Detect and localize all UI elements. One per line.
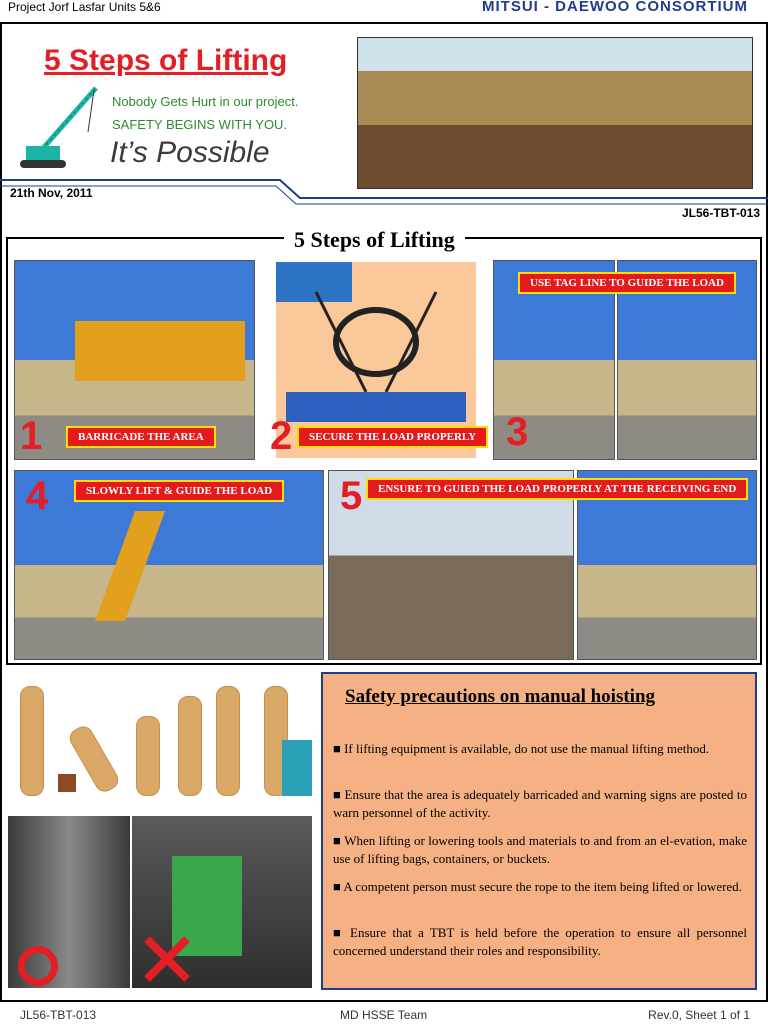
site-photo: [357, 37, 753, 189]
project-name: Project Jorf Lasfar Units 5&6: [8, 0, 161, 14]
precaution-item-1: ■ If lifting equipment is available, do not use the manual lifting method.: [333, 741, 710, 756]
slogan-2: SAFETY BEGINS WITH YOU.: [112, 117, 288, 132]
step-3-number: 3: [506, 410, 529, 454]
consortium-name: MITSUI - DAEWOO CONSORTIUM: [482, 0, 748, 15]
step-5-label: ENSURE TO GUIED THE LOAD PROPERLY AT THE RECEIVING END: [366, 478, 748, 500]
step-4-number: 4: [26, 474, 49, 518]
step-1-label: BARRICADE THE AREA: [66, 426, 216, 448]
precaution-item-4: ■ A competent person must secure the rope to the item being lifted or lowered.: [333, 879, 742, 894]
footer-revision: Rev.0, Sheet 1 of 1: [648, 1008, 750, 1022]
step-3-label: USE TAG LINE TO GUIDE THE LOAD: [518, 272, 736, 294]
precaution-item-5: ■ Ensure that a TBT is held before the operation to ensure all personnel concerned understand their roles and responsibility.: [333, 925, 747, 958]
step-5-number: 5: [340, 474, 363, 518]
crane-icon: [16, 84, 102, 179]
posture-illustration: [8, 676, 314, 808]
banner-divider: [0, 176, 768, 206]
precautions-title: Safety precautions on manual hoisting: [345, 686, 656, 707]
banner-title: 5 Steps of Lifting: [44, 44, 288, 77]
footer-code: JL56-TBT-013: [20, 1008, 97, 1022]
step-1-number: 1: [20, 414, 43, 458]
precaution-item-3: ■ When lifting or lowering tools and materials to and from an el-evation, make use of lifting bags, containers, or buckets.: [333, 833, 747, 866]
precautions-box: [321, 672, 757, 990]
correct-method-photo: [8, 816, 130, 988]
precaution-item-2: ■ Ensure that the area is adequately barricaded and warning signs are posted to warn personnel of the activity.: [333, 787, 747, 820]
slogan-1: Nobody Gets Hurt in our project.: [112, 94, 299, 109]
document-code: JL56-TBT-013: [681, 206, 760, 220]
issue-date: 21th Nov, 2011: [10, 186, 93, 200]
step-4-label: SLOWLY LIFT & GUIDE THE LOAD: [74, 480, 284, 502]
steps-panel-title: 5 Steps of Lifting: [284, 227, 465, 253]
slogan-3: It’s Possible: [110, 136, 270, 169]
incorrect-method-photo: [132, 816, 312, 988]
step-2-number: 2: [270, 414, 293, 458]
step-2-label: SECURE THE LOAD PROPERLY: [297, 426, 488, 448]
footer-team: MD HSSE Team: [340, 1008, 428, 1022]
